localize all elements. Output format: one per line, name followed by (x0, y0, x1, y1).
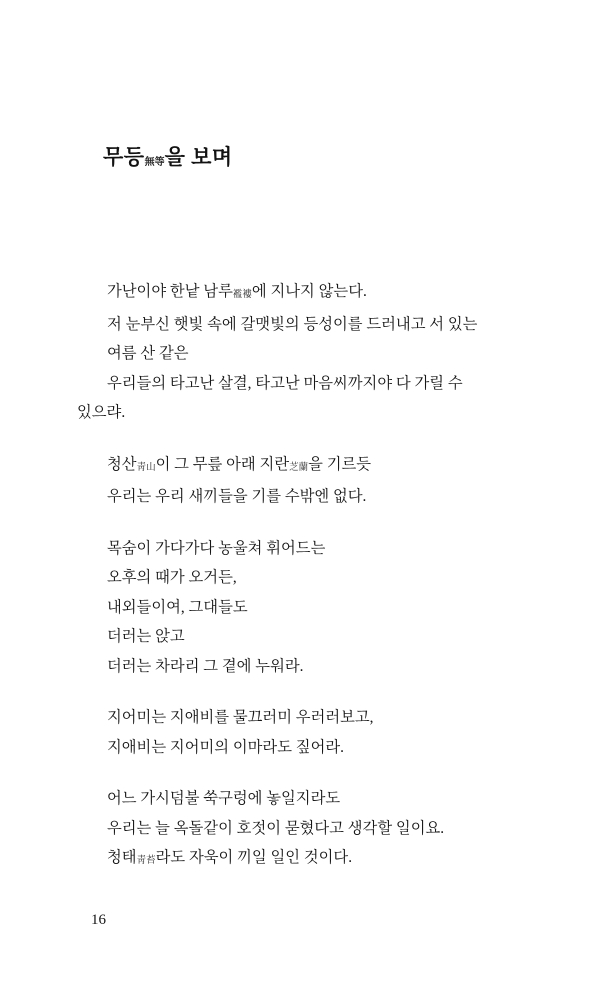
poem-title-hanja-gloss: 無等 (144, 157, 165, 169)
poem-line (77, 398, 547, 428)
poem-line (77, 784, 547, 814)
poem-line (77, 277, 547, 310)
poem-line (77, 652, 547, 682)
poem-line (77, 843, 547, 876)
poem-line (77, 339, 547, 369)
poem-line (77, 814, 547, 844)
poem-title-main: 무등 (103, 145, 145, 170)
poem-text: 저 눈부신 햇빛 속에 갈맷빛의 등성이를 드러내고 서 있는 (107, 315, 478, 333)
poem-line (77, 310, 547, 340)
hanja-gloss: 芝蘭 (289, 462, 309, 473)
poem-title-suffix: 을 보며 (164, 145, 233, 170)
poem-text: 목숨이 가다가다 농울쳐 휘어드는 (107, 539, 326, 557)
poem-text: 여름 산 같은 (107, 345, 189, 362)
poem-text: 우리는 우리 새끼들을 기를 수밖엔 없다. (107, 488, 367, 505)
hanja-gloss: 襤褸 (232, 290, 252, 300)
poem-stanza (77, 277, 547, 428)
hanja-gloss: 靑山 (136, 462, 156, 473)
poem-line (77, 534, 547, 564)
poem-line (77, 369, 547, 399)
poem-text: 더러는 앉고 (107, 628, 185, 645)
poem-text: 어느 가시덤불 쑥구렁에 놓일지라도 (107, 790, 341, 807)
poem-line (77, 622, 547, 652)
poem-line (77, 450, 547, 483)
poem-text: 지애비는 지어미의 이마라도 짚어라. (107, 738, 344, 756)
poem-text: 우리들의 타고난 살결, 타고난 마음씨까지야 다 가릴 수 (107, 374, 463, 392)
poem-text: 있으랴. (77, 404, 126, 421)
poem-text: 가난이야 한낱 남루 (107, 283, 233, 300)
poem-line (77, 733, 547, 763)
poem-stanza (77, 784, 547, 876)
poem-text: 에 지나지 않는다. (251, 283, 367, 300)
page-title (103, 141, 233, 171)
poem-line (77, 482, 547, 512)
poem-text: 더러는 차라리 그 곁에 누워라. (107, 657, 304, 675)
poem-text: 이 그 무릎 아래 지란 (155, 455, 290, 473)
poem-stanza (77, 534, 547, 682)
poem-text: 을 기르듯 (308, 455, 372, 473)
poem-line (77, 703, 547, 733)
poem-text: 내외들이여, 그대들도 (107, 598, 248, 616)
poem-body (77, 277, 547, 876)
poem-text: 청산 (107, 455, 137, 473)
poem-line (77, 593, 547, 623)
poem-stanza (77, 450, 547, 512)
poem-text: 라도 자욱이 끼일 일인 것이다. (155, 849, 353, 866)
poem-text: 오후의 때가 오거든, (107, 569, 237, 586)
poem-text: 우리는 늘 옥돌같이 호젓이 묻혔다고 생각할 일이요. (107, 819, 445, 837)
poem-text: 지어미는 지애비를 물끄러미 우러러보고, (107, 709, 374, 726)
hanja-gloss: 靑苔 (136, 856, 156, 866)
poem-line (77, 563, 547, 593)
page-number: 16 (91, 912, 106, 928)
poem-text: 청태 (107, 849, 137, 866)
poem-stanza (77, 703, 547, 762)
